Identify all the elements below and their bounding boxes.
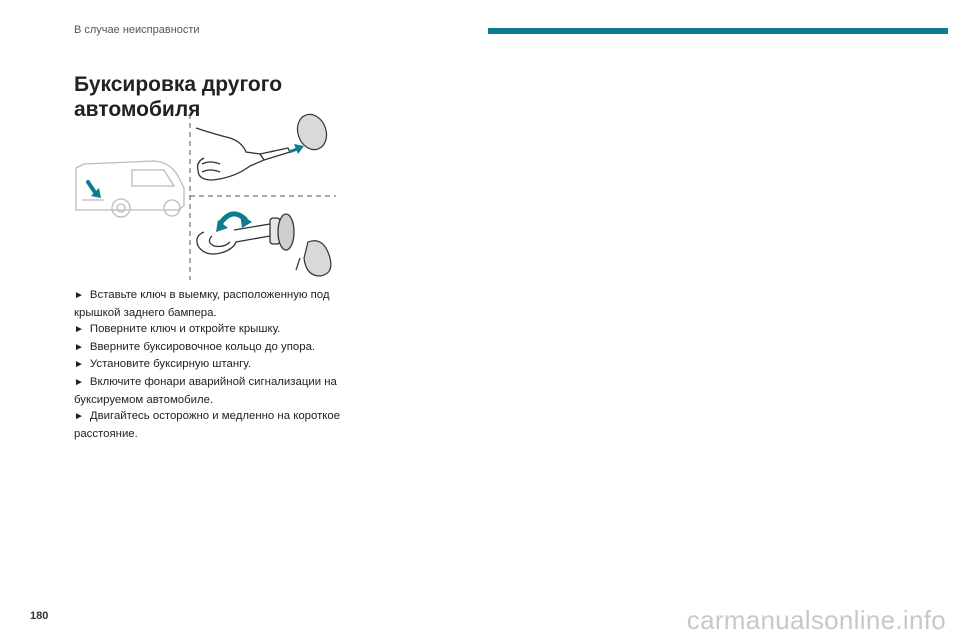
step-marker: ► xyxy=(74,411,84,423)
instruction-step xyxy=(74,356,344,374)
removed-cover-icon xyxy=(296,241,331,276)
section-label: В случае неисправности xyxy=(74,24,200,36)
step-text: Включите фонари аварийной сигнализации на буксируемом автомобиле. xyxy=(74,375,337,406)
instruction-step xyxy=(74,408,344,442)
accent-bar xyxy=(488,28,948,34)
towing-illustration xyxy=(74,108,344,284)
step-text: Вставьте ключ в выемку, расположенную под крышкой заднего бампера. xyxy=(74,289,330,319)
step-marker: ► xyxy=(74,376,84,388)
step-text: Вверните буксировочное кольцо до упора. xyxy=(89,340,316,353)
step-marker: ► xyxy=(74,341,84,353)
key-turn-arrows-icon xyxy=(289,144,304,154)
hand-key-icon xyxy=(196,128,290,180)
pointer-arrow-icon xyxy=(88,182,101,198)
step-text: Поверните ключ и откройте крышку. xyxy=(89,323,281,336)
instruction-step xyxy=(74,339,344,357)
rotate-arrow-icon xyxy=(216,214,252,232)
step-marker: ► xyxy=(74,324,84,336)
instruction-list xyxy=(74,287,344,442)
step-marker: ► xyxy=(74,359,84,371)
title-line-1: Буксировка другого xyxy=(74,73,283,97)
step-marker: ► xyxy=(74,290,84,301)
page-number: 180 xyxy=(30,610,49,622)
watermark-text: carmanualsonline.info xyxy=(686,605,946,635)
step-text: Двигайтесь осторожно и медленно на короткое расстояние. xyxy=(74,410,341,440)
instruction-step xyxy=(74,321,344,339)
towing-diagram xyxy=(74,108,344,284)
instruction-step xyxy=(74,374,344,408)
title-line-2: автомобиля xyxy=(74,98,201,122)
instruction-step xyxy=(74,287,344,321)
step-text: Установите буксирную штангу. xyxy=(89,358,252,371)
